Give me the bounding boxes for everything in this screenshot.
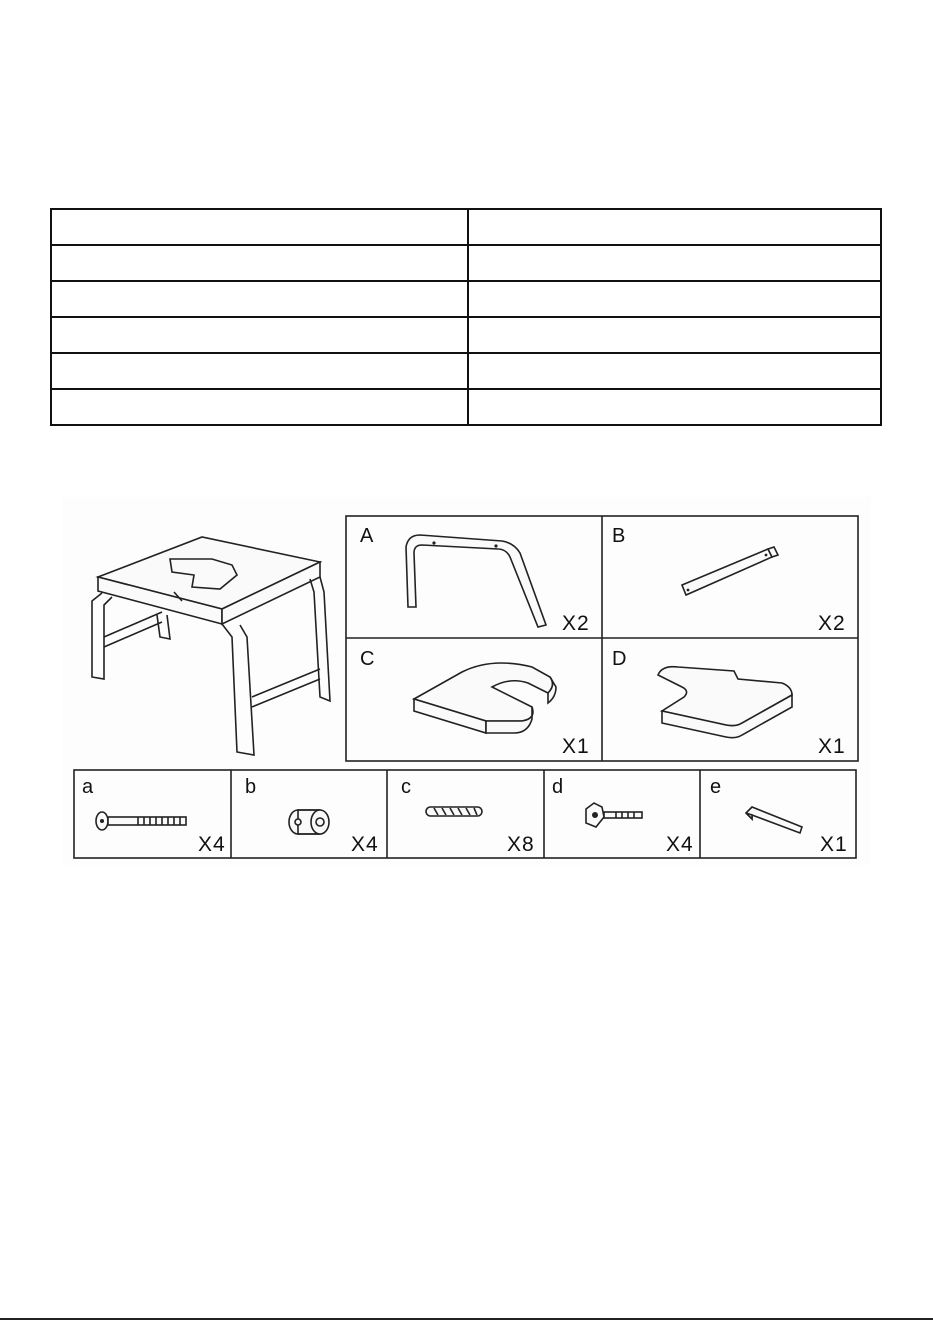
table-cell [468,353,881,389]
table-row [51,353,881,389]
part-letter: D [612,648,627,670]
table-cell [468,389,881,425]
table-cell [51,389,468,425]
bottom-rule [0,1318,933,1320]
part-letter: c [401,776,411,798]
part-letter: C [360,648,375,670]
part-letter: b [245,776,257,798]
part-qty: X1 [562,735,590,758]
part-qty: X4 [666,833,694,856]
part-qty: X8 [507,833,535,856]
parts-figure [62,497,871,865]
table-cell [51,353,468,389]
part-letter: A [360,525,374,547]
table-row [51,389,881,425]
part-qty: X1 [818,735,846,758]
dowel-icon [426,807,482,816]
table-row [51,281,881,317]
spec-table [50,208,882,426]
table-cell [468,245,881,281]
table-cell [468,281,881,317]
part-letter: e [710,776,722,798]
table-row [51,245,881,281]
part-letter: d [552,776,564,798]
part-qty: X4 [351,833,379,856]
parts-diagram [62,497,871,865]
table-row [51,209,881,245]
table-cell [51,209,468,245]
part-letter: B [612,525,626,547]
part-qty: X2 [818,612,846,635]
part-qty: X2 [562,612,590,635]
table-row [51,317,881,353]
part-qty: X4 [198,833,226,856]
table-cell [468,317,881,353]
barrel-nut-icon [289,810,329,834]
table-cell [51,317,468,353]
table-cell [51,281,468,317]
part-letter: a [82,776,94,798]
table-cell [468,209,881,245]
table-cell [51,245,468,281]
part-qty: X1 [820,833,848,856]
